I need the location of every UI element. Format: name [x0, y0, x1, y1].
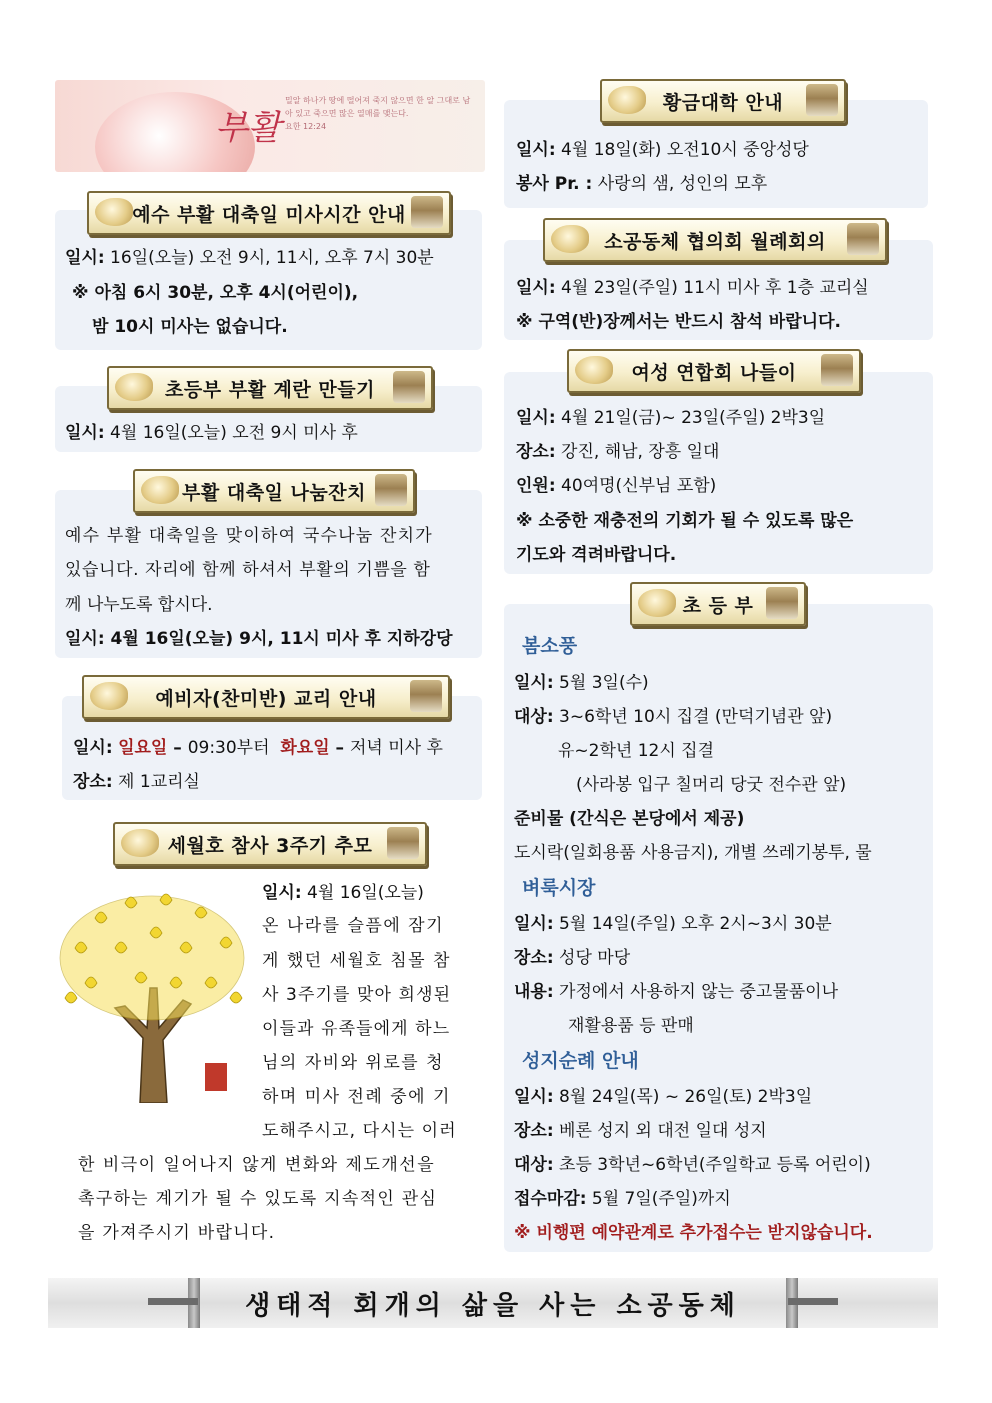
- market-place-value: 성당 마당: [553, 948, 631, 968]
- council-date-line: [516, 273, 869, 298]
- lamb-icon: [141, 476, 179, 504]
- lamb-icon: [638, 589, 676, 617]
- golden-college-title: 황금대학 안내: [662, 91, 784, 114]
- pilgrimage-date-line: [514, 1082, 812, 1107]
- yellow-ribbon-tree-image: [55, 888, 250, 1103]
- sewol-line-r4: 이들과 유족들에게 하느: [262, 1019, 451, 1039]
- pilgrimage-target-line: [514, 1150, 871, 1175]
- picnic-target-line: [514, 702, 832, 727]
- pilgrimage-target-value: 초등 3학년~6학년(주일학교 등록 어린이): [553, 1155, 871, 1175]
- lamb-icon: [575, 356, 613, 384]
- picnic-target-3: (사라봉 입구 칠머리 당굿 전수관 앞): [576, 775, 847, 795]
- jesus-portrait-icon: [387, 827, 419, 859]
- market-date-line: [514, 909, 832, 934]
- sewol-line-r5: 님의 자비와 위로를 청: [262, 1053, 445, 1073]
- pilgrimage-place-line: [514, 1116, 767, 1141]
- jesus-portrait-icon: [821, 354, 853, 386]
- women-outing-banner: [567, 349, 861, 393]
- feast-line-4: 일시: 4월 16일(오늘) 9시, 11시 미사 후 지하강당: [65, 629, 453, 649]
- golden-service-line: [516, 169, 767, 194]
- lamb-icon: [95, 198, 133, 226]
- sewol-line-r7: 도해주시고, 다시는 이러: [262, 1121, 457, 1141]
- catechism-place-label: 장소:: [73, 772, 113, 792]
- catechism-place-value: 제 1교리실: [112, 772, 200, 792]
- sewol-line-f3: 을 가져주시기 바랍니다.: [78, 1223, 276, 1243]
- women-place-value: 강진, 해남, 장흥 일대: [555, 442, 720, 462]
- golden-service-value: 사랑의 샘, 성인의 모후: [592, 174, 768, 194]
- hero-verse-ref: 요한 12:24: [285, 122, 327, 131]
- pilgrimage-date-label: 일시:: [514, 1087, 554, 1107]
- catechism-date-line: [73, 733, 443, 758]
- golden-date-label: 일시:: [516, 140, 556, 160]
- golden-college-banner: [600, 79, 846, 123]
- jesus-portrait-icon: [410, 680, 442, 712]
- picnic-target-1: 3~6학년 10시 집결 (만덕기념관 앞): [553, 707, 833, 727]
- sewol-date-value: 4월 16일(오늘): [301, 883, 424, 903]
- women-count-line: [516, 471, 716, 496]
- signpost-icon: [786, 1278, 798, 1328]
- jesus-portrait-icon: [411, 196, 443, 228]
- council-banner: [543, 218, 887, 262]
- catechism-time-2: 저녁 미사 후: [349, 738, 443, 758]
- golden-service-label: 봉사 Pr. :: [516, 174, 593, 194]
- feast-banner: [133, 469, 415, 513]
- women-place-label: 장소:: [516, 442, 556, 462]
- mass-date-label: 일시:: [65, 248, 105, 268]
- sewol-line-r1: 온 나라를 슬픔에 잠기: [262, 916, 445, 936]
- feast-title: 부활 대축일 나눔잔치: [182, 481, 366, 504]
- catechism-title: 예비자(찬미반) 교리 안내: [155, 687, 377, 710]
- women-count-value: 40여명(신부님 포함): [555, 476, 717, 496]
- jesus-portrait-icon: [393, 371, 425, 403]
- sewol-date-line: [262, 878, 424, 903]
- council-note: ※ 구역(반)장께서는 반드시 참석 바랍니다.: [516, 312, 841, 332]
- elementary-banner: [630, 582, 806, 626]
- sewol-line-r2: 게 했던 세월호 침몰 참: [262, 951, 451, 971]
- sewol-date-label: 일시:: [262, 883, 302, 903]
- catechism-banner: [82, 675, 450, 719]
- market-content-line: [514, 977, 838, 1002]
- pilgrimage-deadline-line: [514, 1184, 731, 1209]
- mass-times-title: 예수 부활 대축일 미사시간 안내: [132, 203, 406, 226]
- market-content-label: 내용:: [514, 982, 554, 1002]
- pilgrimage-deadline-label: 접수마감:: [514, 1189, 587, 1209]
- elementary-title: 초 등 부: [682, 594, 754, 617]
- women-date-line: [516, 403, 825, 428]
- lamb-icon: [551, 225, 589, 253]
- mass-note-1: ※ 아침 6시 30분, 오후 4시(어린이),: [72, 283, 359, 303]
- picnic-target-2: 유~2학년 12시 집결: [558, 741, 715, 761]
- catechism-place-line: [73, 767, 200, 792]
- council-date-label: 일시:: [516, 278, 556, 298]
- hero-script-text: 부활: [215, 108, 281, 148]
- women-date-value: 4월 21일(금)~ 23일(주일) 2박3일: [555, 408, 826, 428]
- women-count-label: 인원:: [516, 476, 556, 496]
- pilgrimage-target-label: 대상:: [514, 1155, 554, 1175]
- women-place-line: [516, 437, 719, 462]
- jesus-portrait-icon: [375, 474, 407, 506]
- market-place-label: 장소:: [514, 948, 554, 968]
- catechism-dash-2: –: [329, 738, 350, 758]
- catechism-dash-1: –: [167, 738, 188, 758]
- catechism-date-label: 일시:: [73, 738, 113, 758]
- egg-date-label: 일시:: [65, 423, 105, 443]
- footer-slogan-bar: [48, 1278, 938, 1328]
- golden-date-line: [516, 135, 809, 160]
- sewol-title: 세월호 참사 3주기 추모: [167, 834, 373, 857]
- footer-slogan: 생태적 회개의 삶을 사는 소공동체: [245, 1290, 741, 1321]
- mass-date-line: [65, 243, 434, 268]
- egg-date-line: [65, 418, 358, 443]
- lamb-icon: [121, 829, 159, 857]
- picnic-target-label: 대상:: [514, 707, 554, 727]
- catechism-day-1: 일요일: [118, 738, 168, 758]
- jesus-portrait-icon: [806, 84, 838, 116]
- sewol-line-r3: 사 3주기를 맞아 희생된: [262, 985, 452, 1005]
- mass-note-2: 밤 10시 미사는 없습니다.: [92, 317, 288, 337]
- catechism-day-2: 화요일: [280, 738, 330, 758]
- sewol-banner: [113, 822, 427, 866]
- pilgrimage-date-value: 8월 24일(목) ~ 26일(토) 2박3일: [553, 1087, 813, 1107]
- hero-verse: [285, 94, 475, 133]
- catechism-time-1: 09:30부터: [187, 738, 281, 758]
- jesus-portrait-icon: [847, 223, 879, 255]
- hero-verse-text: 밀알 하나가 땅에 떨어져 죽지 않으면 한 알 그대로 남아 있고 죽으면 많은 열매를 맺는다.: [285, 96, 471, 118]
- market-place-line: [514, 943, 630, 968]
- women-note-1: ※ 소중한 재충전의 기회가 될 수 있도록 많은: [516, 511, 854, 531]
- market-content-2: 재활용품 등 판매: [568, 1016, 694, 1036]
- egg-date-value: 4월 16일(오늘) 오전 9시 미사 후: [104, 423, 358, 443]
- sewol-line-f2: 촉구하는 계기가 될 수 있도록 지속적인 관심: [78, 1189, 438, 1209]
- market-date-value: 5월 14일(주일) 오후 2시~3시 30분: [553, 914, 832, 934]
- sewol-line-f1: 한 비극이 일어나지 않게 변화와 제도개선을: [78, 1155, 436, 1175]
- jesus-portrait-icon: [766, 587, 798, 619]
- feast-line-1: 예수 부활 대축일을 맞이하여 국수나눔 잔치가: [65, 526, 433, 546]
- signpost-icon: [188, 1278, 200, 1328]
- egg-making-banner: [107, 366, 433, 410]
- picnic-date-value: 5월 3일(수): [553, 673, 649, 693]
- feast-line-2: 있습니다. 자리에 함께 하셔서 부활의 기쁨을 함: [65, 560, 431, 580]
- pilgrimage-note: ※ 비행편 예약관계로 추가접수는 받지않습니다.: [514, 1223, 873, 1243]
- picnic-prep-line: 준비물 (간식은 본당에서 제공): [514, 809, 745, 829]
- council-title: 소공동체 협의회 월례회의: [604, 230, 826, 253]
- women-note-2: 기도와 격려바랍니다.: [516, 545, 677, 565]
- feast-line-3: 께 나누도록 합시다.: [65, 595, 213, 615]
- women-outing-title: 여성 연합회 나들이: [631, 361, 797, 384]
- picnic-date-label: 일시:: [514, 673, 554, 693]
- lamb-icon: [115, 373, 153, 401]
- pilgrimage-deadline-value: 5월 7일(주일)까지: [586, 1189, 731, 1209]
- market-date-label: 일시:: [514, 914, 554, 934]
- mass-date-value: 16일(오늘) 오전 9시, 11시, 오후 7시 30분: [104, 248, 434, 268]
- lamb-icon: [608, 86, 646, 114]
- egg-making-title: 초등부 부활 계란 만들기: [165, 378, 375, 401]
- mass-times-banner: [87, 191, 451, 235]
- lamb-icon: [90, 682, 128, 710]
- picnic-heading: 봄소풍: [522, 635, 578, 657]
- pilgrimage-place-value: 베론 성지 외 대전 일대 성지: [553, 1121, 767, 1141]
- council-date-value: 4월 23일(주일) 11시 미사 후 1층 교리실: [555, 278, 869, 298]
- easter-hero-image: [55, 80, 485, 172]
- market-content-1: 가정에서 사용하지 않는 중고물품이나: [553, 982, 839, 1002]
- picnic-prep-items: 도시락(일회용품 사용금지), 개별 쓰레기봉투, 물: [514, 843, 872, 863]
- pilgrimage-heading: 성지순례 안내: [522, 1050, 639, 1072]
- picnic-date-line: [514, 668, 649, 693]
- women-date-label: 일시:: [516, 408, 556, 428]
- pilgrimage-place-label: 장소:: [514, 1121, 554, 1141]
- sewol-line-r6: 하며 미사 전례 중에 기: [262, 1087, 451, 1107]
- golden-date-value: 4월 18일(화) 오전10시 중앙성당: [555, 140, 809, 160]
- market-heading: 벼룩시장: [522, 877, 596, 899]
